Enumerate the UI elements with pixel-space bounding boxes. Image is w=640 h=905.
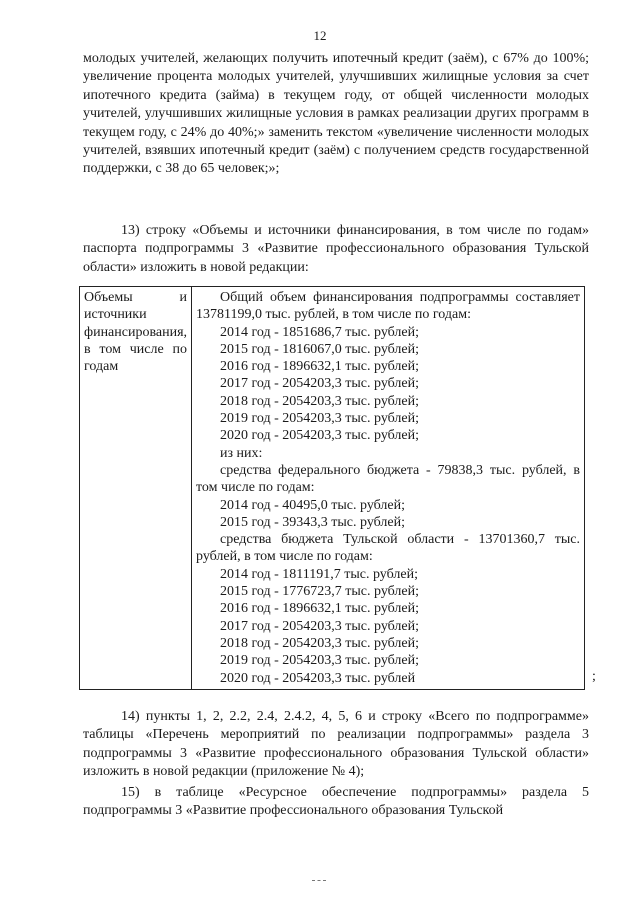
intro-paragraph-text: молодых учителей, желающих получить ипотечный кредит (заём), с 67% до 100%; увеличение процента молодых учителей, улучшивших жилищные условия за счет ипотечного кредита (займа) в текущем году, от общей численности молодых учителей, улучшивших жилищные условия в рамках реализации других программ в текущем году, с 24% до 40%;» заменить текстом «увеличение численности молодых учителей, взявших ипотечный кредит (заём) с получением средств государственной поддержки, с 38 до 65 человек;»; <box>83 51 589 177</box>
item-15-text: 15) в таблице «Ресурсное обеспечение подпрограммы» раздела 5 подпрограммы 3 «Развитие профессионального образования Тульской <box>83 785 589 819</box>
regional-year-line: 2015 год - 1776723,7 тыс. рублей; <box>220 584 420 600</box>
item-15-paragraph <box>83 784 589 821</box>
financing-table <box>79 286 585 690</box>
regional-year-line: 2018 год - 2054203,3 тыс. рублей; <box>220 635 420 651</box>
federal-year-line: 2015 год - 39343,3 тыс. рублей; <box>220 514 406 530</box>
total-year-line: 2020 год - 2054203,3 тыс. рублей; <box>220 428 420 444</box>
regional-year-line: 2017 год - 2054203,3 тыс. рублей; <box>220 618 420 634</box>
page-number: 12 <box>313 28 327 43</box>
item-14-paragraph <box>83 708 589 782</box>
total-year-line: 2015 год - 1816067,0 тыс. рублей; <box>220 341 420 357</box>
regional-year-line: 2019 год - 2054203,3 тыс. рублей; <box>220 653 420 669</box>
regional-budget: средства бюджета Тульской области - 13701360,7 тыс. рублей, в том числе по годам: <box>196 532 580 565</box>
total-year-line: 2019 год - 2054203,3 тыс. рублей; <box>220 411 420 427</box>
footer-mark <box>312 880 326 883</box>
table-label-cell: Объемы и источники финансирования, в том числе по годам <box>80 287 192 690</box>
regional-year-line: 2014 год - 1811191,7 тыс. рублей; <box>220 566 418 582</box>
item-14-text: 14) пункты 1, 2, 2.2, 2.4, 2.4.2, 4, 5, 6 и строку «Всего по подпрограмме» таблицы «Перечень мероприятий по реализации подпрограммы» раздела 3 подпрограммы 3 «Развитие профессионального образования Тульской области» изложить в новой редакции (приложение № 4); <box>83 709 589 780</box>
table-trailing-semicolon: ; <box>592 669 596 684</box>
federal-budget: средства федерального бюджета - 79838,3 тыс. рублей, в том числе по годам: <box>196 462 580 496</box>
item-13-text: 13) строку «Объемы и источники финансирования, в том числе по годам» паспорта подпрограммы 3 «Развитие профессионального образования Тульской области» изложить в новой редакции: <box>83 223 589 275</box>
total-financing: Общий объем финансирования подпрограммы составляет 13781199,0 тыс. рублей, в том числе по годам: <box>196 290 580 323</box>
intro-paragraph <box>83 50 589 179</box>
total-year-line: 2018 год - 2054203,3 тыс. рублей; <box>220 393 420 409</box>
table-row <box>80 287 585 690</box>
total-year-line: 2014 год - 1851686,7 тыс. рублей; <box>220 324 420 340</box>
regional-year-line: 2020 год - 2054203,3 тыс. рублей <box>220 670 416 686</box>
table-value-cell <box>192 287 585 690</box>
of-which-label: из них: <box>220 445 263 461</box>
total-year-line: 2017 год - 2054203,3 тыс. рублей; <box>220 376 420 392</box>
item-13-paragraph <box>83 222 589 277</box>
federal-year-line: 2014 год - 40495,0 тыс. рублей; <box>220 497 406 513</box>
regional-year-line: 2016 год - 1896632,1 тыс. рублей; <box>220 601 420 617</box>
total-year-line: 2016 год - 1896632,1 тыс. рублей; <box>220 359 420 375</box>
